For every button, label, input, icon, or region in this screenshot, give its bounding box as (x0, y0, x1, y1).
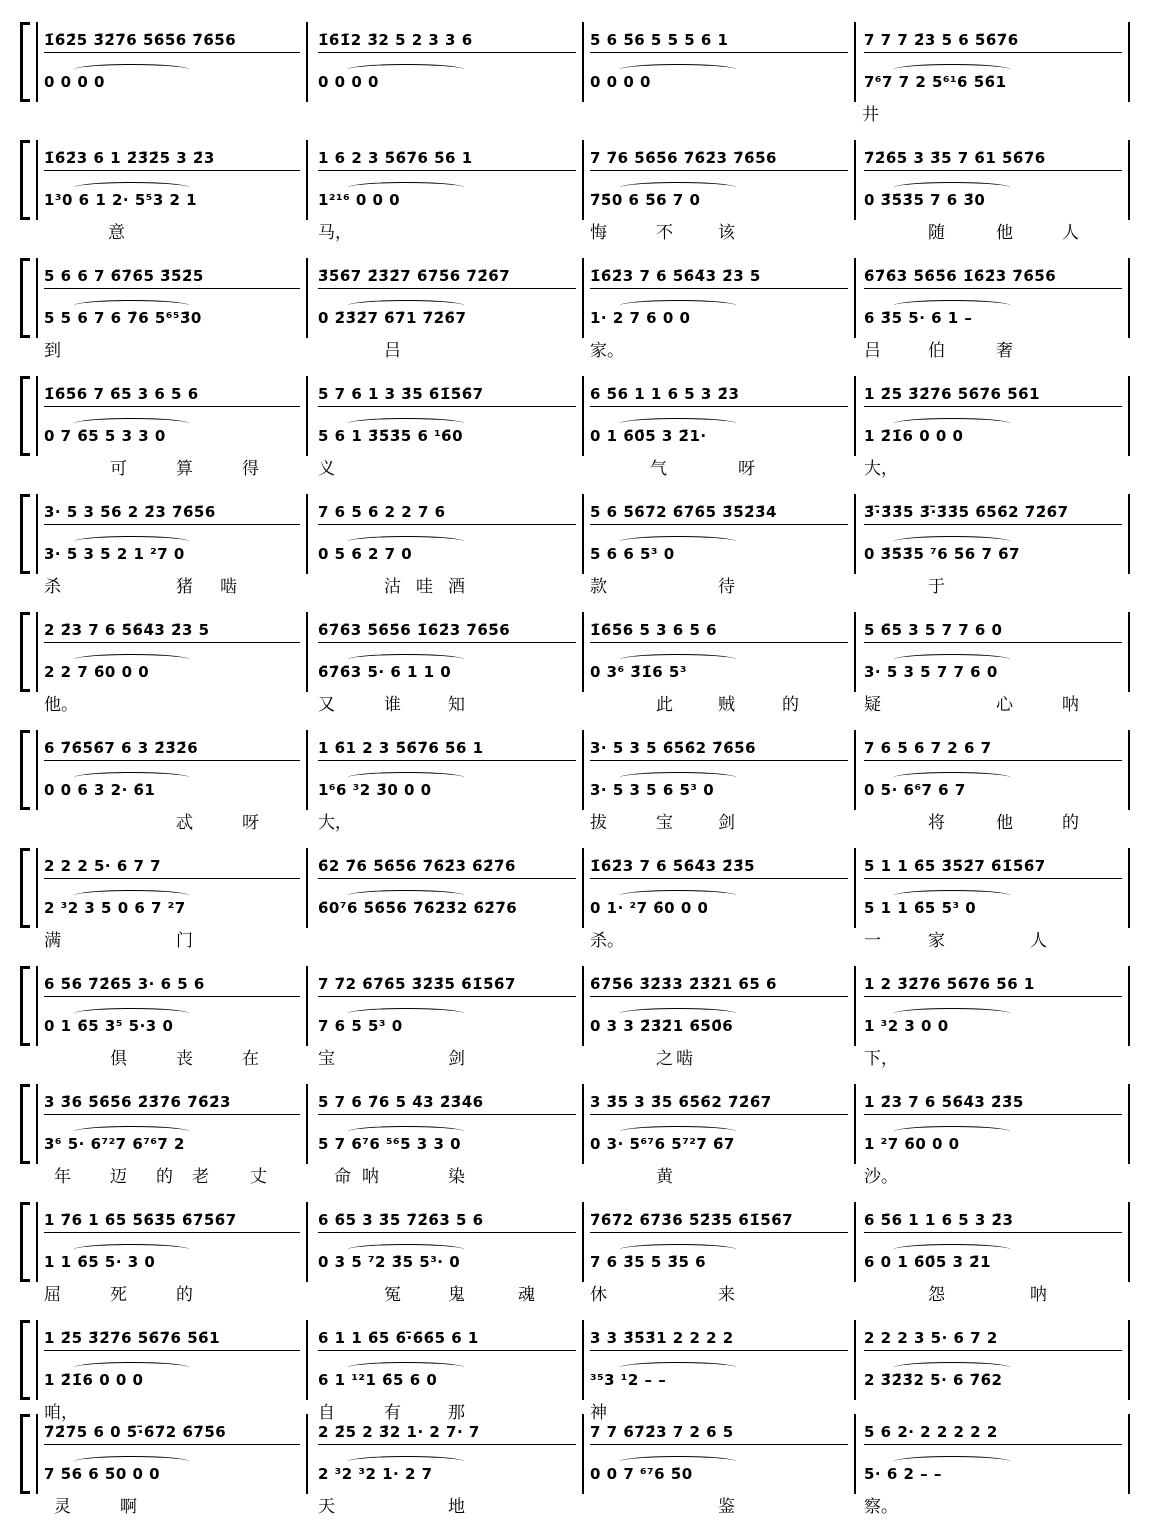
lyric-syllable: 知 (448, 695, 465, 715)
lyric-syllable: 宝 (318, 1049, 335, 1069)
slur-mark (74, 1456, 189, 1467)
accompaniment-staff (0, 972, 1152, 996)
accompaniment-staff (0, 618, 1152, 642)
lyric-syllable: 屈 (44, 1285, 61, 1305)
score-system (0, 1410, 1152, 1522)
lyric-syllable: 丧 (176, 1049, 193, 1069)
lyric-syllable: 拔 (590, 813, 607, 833)
lyric-syllable: 门 (176, 931, 193, 951)
lyric-syllable: 沽 (384, 577, 401, 597)
lyric-syllable: 不 (656, 223, 673, 243)
slur-mark (74, 654, 189, 665)
slur-mark (74, 1008, 189, 1019)
measure: 0 0 0 0 (318, 73, 379, 91)
measure: 6 0 1 6̄0̄5 3 2̄1 (864, 1253, 992, 1271)
lyric-syllable: 魂 (518, 1285, 535, 1305)
measure: 1 2̄1̄6 0 0 0 (864, 427, 964, 445)
measure: 5 6 2· 2 2 2 2 2 (864, 1420, 1122, 1445)
measure: 6 5̄6 1 1 6 5 3 2̄3 (864, 1208, 1122, 1233)
measure: 5 1 1 6̄5 5³ 0 (864, 899, 977, 917)
lyric-syllable: 宝 (656, 813, 673, 833)
slur-mark (348, 64, 464, 75)
accompaniment-staff (0, 736, 1152, 760)
measure: 0 3̄5̄3̄5 7 6 3̄0 (864, 191, 986, 209)
lyric-syllable: 大， (864, 459, 898, 479)
lyric-syllable: 在 (242, 1049, 259, 1069)
measure: 5 6 5̄6̄7̄2 6̄7̄6̄5 3̄5̄2̄3̄4 (590, 500, 848, 525)
measure: 7 6 5 6 7 2 6 7 (864, 736, 1122, 761)
lyric-syllable: 剑 (448, 1049, 465, 1069)
accompaniment-staff (0, 1420, 1152, 1444)
measure: 5 6 5̄6 5 5 5 6 1 (590, 28, 848, 53)
lyric-syllable: 大， (318, 813, 352, 833)
measure: 0 3 5 ⁷2 3̄5 5³· 0 (318, 1253, 461, 1271)
measure: 6̄2 7̄6 5̄6̄5̄6 7̄6̄2̄3 6̄2̄7̄6 (318, 854, 576, 879)
lyric-syllable: 到 (44, 341, 61, 361)
slur-mark (74, 418, 189, 429)
slur-mark (620, 1008, 736, 1019)
lyric-syllable: 悔 (590, 223, 607, 243)
score-system (0, 254, 1152, 366)
measure: 5 6 1 3̄5̄3̄5 6 ¹6̄0 (318, 427, 464, 445)
slur-mark (620, 1244, 736, 1255)
lyric-syllable: 的 (782, 695, 799, 715)
lyric-syllable: 命 (334, 1167, 351, 1187)
measure: 1 2̄3 7 6 5̄6̄4̄3 2̄3̄5 (864, 1090, 1122, 1115)
measure: 5 7 6 7̄6 5 4̄3 2̄3̄4̄6 (318, 1090, 576, 1115)
lyric-syllable: 咱， (44, 1403, 78, 1423)
score-system (0, 608, 1152, 720)
lyric-syllable: 啮 (676, 1049, 693, 1069)
lyric-syllable: 鬼 (448, 1285, 465, 1305)
lyric-syllable: 的 (156, 1167, 173, 1187)
measure: 6 3̄5 5· 6 1 – (864, 309, 973, 327)
measure: 7 6 3̄5 5 3̄5 6 (590, 1253, 707, 1271)
lyric-syllable: 下， (864, 1049, 898, 1069)
measure: 0 5 6 2 7 0 (318, 545, 413, 563)
accompaniment-staff (0, 1090, 1152, 1114)
measure: 1 7̄6 1 6̄5 5̄6̄3̄5 6̄7̄5̄6̄7 (44, 1208, 300, 1233)
measure: 7̄5̄0 6 5̄6 7 0 (590, 191, 701, 209)
measure: 3 3̄5 3 3̄5 6̄5̄6̄2 7̄2̄6̄7 (590, 1090, 848, 1115)
lyric-syllable: 意 (108, 223, 125, 243)
slur-mark (620, 1126, 736, 1137)
slur-mark (348, 654, 464, 665)
lyric-syllable: 义 (318, 459, 335, 479)
lyric-syllable: 气 (650, 459, 667, 479)
lyric-syllable: 人 (1062, 223, 1079, 243)
measure: 1 ³2 3 0 0 (864, 1017, 949, 1035)
accompaniment-staff (0, 854, 1152, 878)
slur-mark (894, 418, 1010, 429)
lyric-syllable: 得 (242, 459, 259, 479)
lyric-syllable: 吕 (384, 341, 401, 361)
measure: 7 7̄2 6̄7̄6̄5 3̄2̄3̄5 6̄1̄5̄6̄7 (318, 972, 576, 997)
slur-mark (74, 182, 189, 193)
accompaniment-staff (0, 264, 1152, 288)
lyric-syllable: 家。 (590, 341, 624, 361)
measure: 7 7̄6 5̄6̄5̄6 7̄6̄2̄3 7̄6̄5̄6 (590, 146, 848, 171)
measure: 1 6 2 3 5̄6̄7̄6 5̄6 1 (318, 146, 576, 171)
lyric-syllable: 呐 (362, 1167, 379, 1187)
lyrics-line (0, 1494, 1152, 1520)
lyric-syllable: 老 (192, 1167, 209, 1187)
measure: 0 2̄3̄2̄7 6̄7̄1 7̄2̄6̄7 (318, 309, 467, 327)
measure: 6̄7̄6̄3 5̄6̄5̄6 1̄6̄2̄3 7̄6̄5̄6 (864, 264, 1122, 289)
measure: 1· 2 7 6 0 0 (590, 309, 691, 327)
slur-mark (348, 772, 464, 783)
slur-mark (620, 418, 736, 429)
slur-mark (894, 1362, 1010, 1373)
lyrics-line (0, 102, 1152, 128)
measure: 0 1· ²7 6̄0 0 0 (590, 899, 709, 917)
measure: 1³0 6 1 2· 5⁵3 2 1 (44, 191, 198, 209)
slur-mark (620, 654, 736, 665)
lyric-syllable: 迈 (110, 1167, 127, 1187)
lyric-syllable: 的 (176, 1285, 193, 1305)
slur-mark (348, 1126, 464, 1137)
score-system (0, 726, 1152, 838)
slur-mark (894, 1008, 1010, 1019)
slur-mark (620, 772, 736, 783)
lyric-syllable: 猪 (176, 577, 193, 597)
measure: 1 2̄1̄6 0 0 0 (44, 1371, 144, 1389)
measure: 5· 6 2 – – (864, 1465, 942, 1483)
lyric-syllable: 那 (448, 1403, 465, 1423)
lyric-syllable: 又 (318, 695, 335, 715)
lyric-syllable: 心 (996, 695, 1013, 715)
slur-mark (74, 64, 189, 75)
measure: 3⁶ 5· 6⁷²7 6⁷⁶7 2 (44, 1135, 185, 1153)
measure: 5 5 6 7 6 7̄6 5⁶⁵3̄0 (44, 309, 202, 327)
lyric-syllable: 呐 (1062, 695, 1079, 715)
lyric-syllable: 忒 (176, 813, 193, 833)
measure: 1 2̄5 3̄2̄7̄6 5̄6̄7̄6 5̄6̄1 (864, 382, 1122, 407)
accompaniment-staff (0, 1208, 1152, 1232)
measure: 7 7 7 2̄3 5 6 5̄6̄7̄6 (864, 28, 1122, 53)
measure: 0 1 6̄0̄5 3 2̄1· (590, 427, 707, 445)
measure: 3· 5 3 5̄6 2 2̄3 7̄6̄5̄6 (44, 500, 300, 525)
lyric-syllable: 井 (862, 105, 879, 125)
lyric-syllable: 沙。 (864, 1167, 898, 1187)
measure: 1̄6̄2̄3 6 1 2̄3̄2̄5 3 2̄3 (44, 146, 300, 171)
score-system (0, 962, 1152, 1074)
lyric-syllable: 冤 (384, 1285, 401, 1305)
slur-mark (348, 890, 464, 901)
lyric-syllable: 灵 (54, 1497, 71, 1517)
lyrics-line (0, 1282, 1152, 1308)
slur-mark (348, 300, 464, 311)
measure: 2 2̄3 7 6 5̄6̄4̄3 2̄3 5 (44, 618, 300, 643)
slur-mark (74, 300, 189, 311)
lyric-syllable: 天 (318, 1497, 335, 1517)
measure: 1 1 6̄5 5· 3 0 (44, 1253, 156, 1271)
lyric-syllable: 杀。 (590, 931, 624, 951)
measure: 2 2 2 5· 6 7 7 (44, 854, 300, 879)
accompaniment-staff (0, 28, 1152, 52)
measure: 6̄7̄5̄6 3̄2̄3̄3 2̄3̄2̄1 6̄5 6 (590, 972, 848, 997)
measure: 6̄7̄6̄3 5̄6̄5̄6 1̄6̄2̄3 7̄6̄5̄6 (318, 618, 576, 643)
measure: ³⁵3 ¹2 – – (590, 1371, 667, 1389)
measure: 1 2 3̄2̄7̄6 5̄6̄7̄6 5̄6 1 (864, 972, 1122, 997)
measure: 5 7 6⁷6 ⁵⁶5 3 3 0 (318, 1135, 462, 1153)
slur-mark (348, 1008, 464, 1019)
score-system (0, 490, 1152, 602)
measure: 3· 5 3 5 2 1 ²7 0 (44, 545, 185, 563)
lyric-syllable: 之 (656, 1049, 673, 1069)
lyric-syllable: 啊 (120, 1497, 137, 1517)
lyric-syllable: 将 (928, 813, 945, 833)
score-system (0, 136, 1152, 248)
measure: 0 3 3 2̄3̄2̄1 6̄5̄0̄6 (590, 1017, 734, 1035)
lyric-syllable: 满 (44, 931, 61, 951)
slur-mark (894, 1126, 1010, 1137)
measure: 0 0 6 3 2· 6̄1 (44, 781, 156, 799)
measure: 1̄6̄2̄3 7 6 5̄6̄4̄3 2̄3 5 (590, 264, 848, 289)
slur-mark (348, 1456, 464, 1467)
lyric-syllable: 年 (54, 1167, 71, 1187)
slur-mark (348, 1362, 464, 1373)
measure: 2 ³2 3 5 0 6 7 ²7 (44, 899, 186, 917)
measure: 3 3 3̄5̄3̄1 2 2 2 2 (590, 1326, 848, 1351)
lyric-syllable: 谁 (384, 695, 401, 715)
measure: 0 3⁶ 3̄1̄6 5³ (590, 663, 687, 681)
lyrics-line (0, 220, 1152, 246)
measure: 6̄0⁷6 5̄6̄5̄6 7̄6̄2̄3̄2 6̄2̄7̄6 (318, 899, 518, 917)
accompaniment-staff (0, 1326, 1152, 1350)
lyric-syllable: 来 (718, 1285, 735, 1305)
lyric-syllable: 该 (718, 223, 735, 243)
slur-mark (74, 1362, 189, 1373)
slur-mark (620, 890, 736, 901)
measure: 0 3̄5̄3̄5 ⁷6 5̄6 7 6̄7 (864, 545, 1020, 563)
measure: 7̄2̄6̄5 3 3̄5 7 6̄1 5̄6̄7̄6 (864, 146, 1122, 171)
measure: 0 5· 6⁶7 6 7 (864, 781, 966, 799)
slur-mark (620, 182, 736, 193)
measure: 1̄6̄1̄2 3̄2 5 2 3 3 6 (318, 28, 576, 53)
slur-mark (894, 182, 1010, 193)
measure: 1̄6̄2̄5 3̄2̄7̄6 5̄6̄5̄6 7̄6̄5̄6 (44, 28, 300, 53)
measure: 2 2̄5 2 3̄2 1· 2 7· 7 (318, 1420, 576, 1445)
measure: 2 2 2 3 5· 6 7 2 (864, 1326, 1122, 1351)
measure: 5 1 1 6̄5 3̄5̄2̄7 6̄1̄5̄6̄7 (864, 854, 1122, 879)
measure: 7 5̄6 6 5̄0 0 0 (44, 1465, 161, 1483)
measure: 3̄5̄6̄7 2̄3̄2̄7 6̄7̄5̄6 7̄2̄6̄7 (318, 264, 576, 289)
slur-mark (74, 1126, 189, 1137)
measure: 5 6 6 5³ 0 (590, 545, 675, 563)
lyric-syllable: 酒 (448, 577, 465, 597)
lyric-syllable: 杀 (44, 577, 61, 597)
measure: 7 6 5 5³ 0 (318, 1017, 403, 1035)
lyrics-line (0, 928, 1152, 954)
slur-mark (74, 890, 189, 901)
lyric-syllable: 神 (590, 1403, 607, 1423)
measure: 3̄·̄3̄3̄5 3̄·̄3̄3̄5 6̄5̄6̄2 7̄2̄6̄7 (864, 500, 1122, 525)
lyric-syllable: 的 (1062, 813, 1079, 833)
lyric-syllable: 休 (590, 1285, 607, 1305)
slur-mark (620, 1456, 736, 1467)
measure: 6 1 ¹²1 6̄5 6 0 (318, 1371, 438, 1389)
lyric-syllable: 丈 (250, 1167, 267, 1187)
accompaniment-staff (0, 500, 1152, 524)
lyric-syllable: 随 (928, 223, 945, 243)
lyric-syllable: 呀 (242, 813, 259, 833)
lyric-syllable: 于 (928, 577, 945, 597)
slur-mark (348, 418, 464, 429)
lyric-syllable: 伯 (928, 341, 945, 361)
measure: 5 6̄5 3 5 7 7 6 0 (864, 618, 1122, 643)
measure: 6 7̄6̄5̄6̄7 6 3 2̄3̄2̄6 (44, 736, 300, 761)
measure: 1̄6̄5̄6 7 6̄5 3 6 5 6 (44, 382, 300, 407)
slur-mark (894, 890, 1010, 901)
lyric-syllable: 他 (996, 813, 1013, 833)
measure: 5 6 6 7 6̄7̄6̄5 3̄5̄2̄5 (44, 264, 300, 289)
measure: 3· 5 3 5 6̄5̄6̄2 7̄6̄5̄6 (590, 736, 848, 761)
slur-mark (894, 64, 1010, 75)
score-system (0, 844, 1152, 956)
lyric-syllable: 死 (110, 1285, 127, 1305)
measure: 0 0 0 0 (590, 73, 651, 91)
score-system (0, 372, 1152, 484)
measure: 6 6̄5 3 3̄5 7̄2̄6̄3 5 6 (318, 1208, 576, 1233)
accompaniment-staff (0, 146, 1152, 170)
slur-mark (894, 654, 1010, 665)
lyric-syllable: 款 (590, 577, 607, 597)
lyrics-line (0, 338, 1152, 364)
lyrics-line (0, 1046, 1152, 1072)
lyric-syllable: 呐 (1030, 1285, 1047, 1305)
score-system (0, 1080, 1152, 1192)
lyric-syllable: 待 (718, 577, 735, 597)
slur-mark (620, 64, 736, 75)
measure: 7̄6̄7̄2 6̄7̄3̄6 5̄2̄3̄5 6̄1̄5̄6̄7 (590, 1208, 848, 1233)
lyric-syllable: 一 (864, 931, 881, 951)
measure: 0 0 7 ⁶⁷6 5̄0 (590, 1465, 693, 1483)
score-system (0, 1198, 1152, 1310)
slur-mark (620, 1362, 736, 1373)
measure: 6 1 1 6̄5 6̄·̄6̄6̄5 6 1 (318, 1326, 576, 1351)
lyrics-line (0, 810, 1152, 836)
lyric-syllable: 啮 (220, 577, 237, 597)
lyrics-line (0, 1164, 1152, 1190)
slur-mark (74, 1244, 189, 1255)
slur-mark (348, 182, 464, 193)
lyric-syllable: 有 (384, 1403, 401, 1423)
measure: 0 0 0 0 (44, 73, 105, 91)
lyric-syllable: 吕 (864, 341, 881, 361)
lyric-syllable: 家 (928, 931, 945, 951)
slur-mark (894, 772, 1010, 783)
lyric-syllable: 察。 (864, 1497, 898, 1517)
lyric-syllable: 怨 (928, 1285, 945, 1305)
lyric-syllable: 自 (318, 1403, 335, 1423)
measure: 7 7 6̄7̄2̄3 7 2 6 5 (590, 1420, 848, 1445)
measure: 3 3̄6 5̄6̄5̄6 2̄3̄7̄6 7̄6̄2̄3 (44, 1090, 300, 1115)
slur-mark (894, 1244, 1010, 1255)
lyric-syllable: 人 (1030, 931, 1047, 951)
lyric-syllable: 算 (176, 459, 193, 479)
lyric-syllable: 鉴 (718, 1497, 735, 1517)
measure: 1 2̄5 3̄2̄7̄6 5̄6̄7̄6 5̄6̄1 (44, 1326, 300, 1351)
measure: 1 6̄1 2 3 5̄6̄7̄6 5̄6 1 (318, 736, 576, 761)
measure: 1⁶6 ³2 3̄0 0 0 (318, 781, 432, 799)
measure: 6 5̄6 1 1 6 5 3 2̄3 (590, 382, 848, 407)
lyric-syllable: 哇 (416, 577, 433, 597)
measure: 3· 5 3 5 7 7 6 0 (864, 663, 998, 681)
measure: 2 2 7 6̄0 0 0 (44, 663, 150, 681)
slur-mark (348, 536, 464, 547)
slur-mark (620, 536, 736, 547)
measure: 2 ³2 ³2 1· 2 7 (318, 1465, 433, 1483)
slur-mark (348, 1244, 464, 1255)
measure: 1̄6̄5̄6 5 3 6 5 6 (590, 618, 848, 643)
lyrics-line (0, 692, 1152, 718)
lyric-syllable: 奢 (996, 341, 1013, 361)
lyric-syllable: 呀 (738, 459, 755, 479)
lyrics-line (0, 456, 1152, 482)
measure: 1̄6̄2̄3 7 6 5̄6̄4̄3 2̄3̄5 (590, 854, 848, 879)
slur-mark (894, 536, 1010, 547)
accompaniment-staff (0, 382, 1152, 406)
measure: 6̄7̄6̄3 5· 6 1 1 0 (318, 663, 452, 681)
lyric-syllable: 可 (110, 459, 127, 479)
slur-mark (894, 300, 1010, 311)
lyric-syllable: 他 (996, 223, 1013, 243)
lyric-syllable: 地 (448, 1497, 465, 1517)
measure: 0 7 6̄5 5 3 3 0 (44, 427, 166, 445)
lyric-syllable: 黄 (656, 1167, 673, 1187)
lyric-syllable: 俱 (110, 1049, 127, 1069)
lyric-syllable: 贼 (718, 695, 735, 715)
slur-mark (894, 1456, 1010, 1467)
measure: 2 3̄2̄3̄2 5· 6 7̄6̄2 (864, 1371, 1003, 1389)
measure: 7̄2̄7̄5 6 0 5̄·̄6̄7̄2 6̄7̄5̄6 (44, 1420, 300, 1445)
measure: 0 3· 5⁶⁷6 5⁷²7 6̄7 (590, 1135, 735, 1153)
measure: 6 5̄6 7̄2̄6̄5 3· 6 5 6 (44, 972, 300, 997)
lyrics-line (0, 574, 1152, 600)
measure: 5 7 6 1 3 3̄5 6̄1̄5̄6̄7 (318, 382, 576, 407)
slur-mark (74, 536, 189, 547)
lyric-syllable: 疑 (864, 695, 881, 715)
measure: 1 ²7 6̄0 0 0 (864, 1135, 960, 1153)
score-system (0, 18, 1152, 130)
measure: 1²¹⁶ 0 0 0 (318, 191, 401, 209)
slur-mark (74, 772, 189, 783)
lyric-syllable: 他。 (44, 695, 78, 715)
measure: 3· 5 3 5 6 5³ 0 (590, 781, 715, 799)
lyric-syllable: 剑 (718, 813, 735, 833)
lyric-syllable: 此 (656, 695, 673, 715)
measure: 0 1 6̄5 3⁵ 5·3 0 (44, 1017, 174, 1035)
slur-mark (620, 300, 736, 311)
measure: 7⁶7 7 2 5⁶¹6 5̄6̄1 (864, 73, 1007, 91)
lyric-syllable: 染 (448, 1167, 465, 1187)
measure: 7 6 5 6 2 2 7 6 (318, 500, 576, 525)
lyric-syllable: 马， (318, 223, 352, 243)
